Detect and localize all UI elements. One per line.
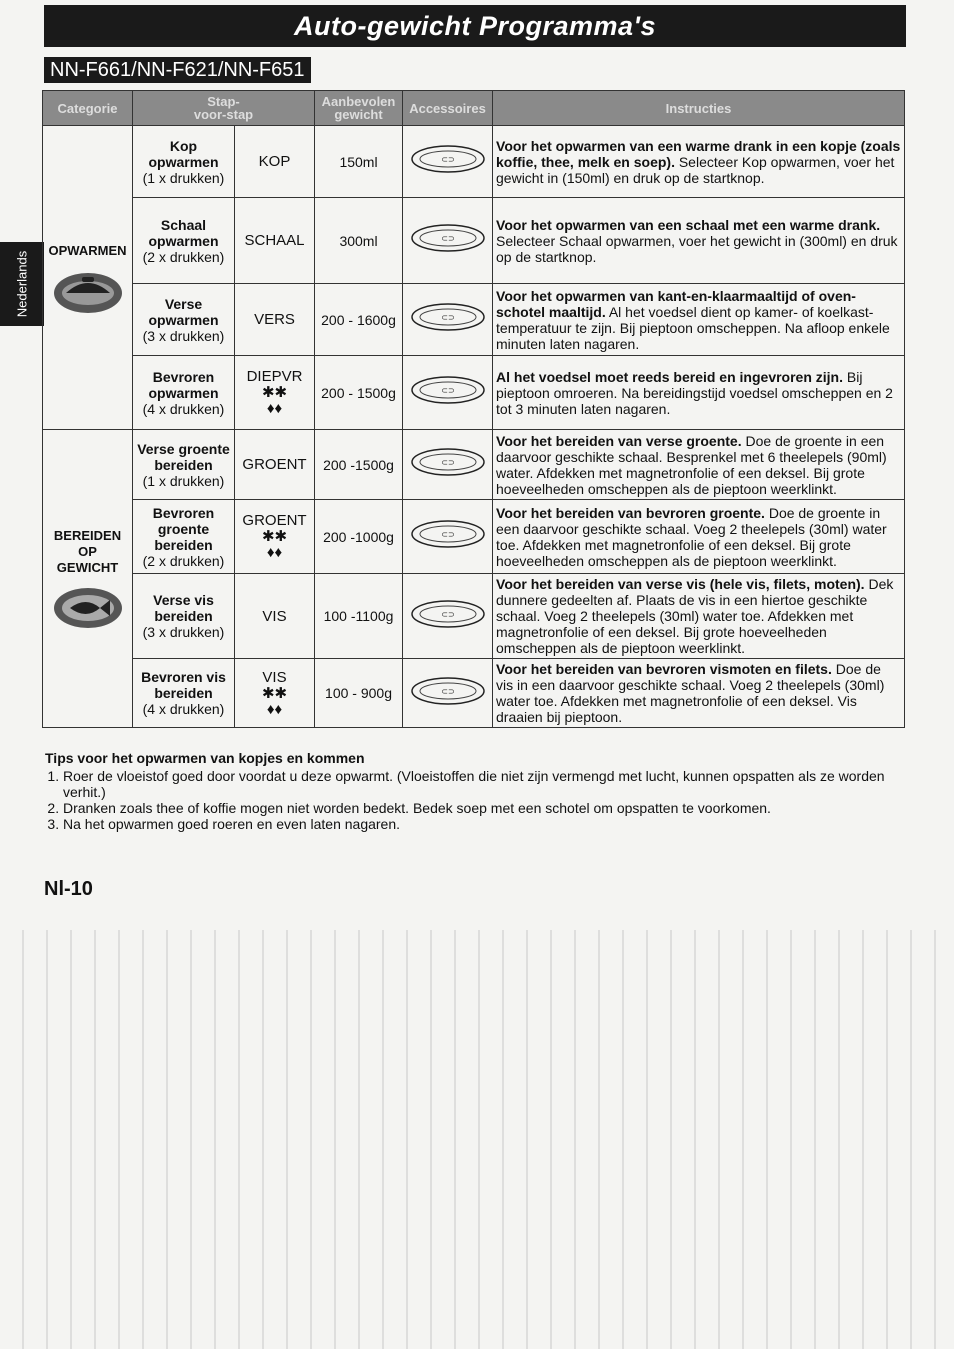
language-tab: Nederlands <box>0 242 44 326</box>
frozen-symbol-icon: ✱✱ ♦♦ <box>261 384 288 417</box>
step-cell <box>133 659 235 728</box>
step-press-count: (1 x drukken) <box>142 169 225 186</box>
table-row <box>43 198 905 284</box>
frozen-symbol-icon: ✱✱ ♦♦ <box>261 528 288 561</box>
turntable-plate-icon <box>410 530 486 553</box>
instruction-heading: Voor het bereiden van verse vis (hele vis, filets, moten). <box>496 576 865 592</box>
accessory-cell <box>403 430 493 500</box>
step-name: Kop opwarmen <box>148 137 219 170</box>
header-category: Categorie <box>43 91 133 126</box>
display-code-cell <box>235 198 315 284</box>
instruction-cell <box>493 356 905 430</box>
instruction-heading: Voor het bereiden van verse groente. <box>496 432 742 449</box>
instruction-text: Doe de vis in een daarvoor geschikte schaal. Voeg 2 theelepels (30ml) water toe. Afdekken met magnetronfolie of een deksel. Vis draaien bij pieptoon. <box>496 661 885 725</box>
instruction-cell <box>493 430 905 500</box>
step-name: Bevroren groente bereiden <box>152 504 215 553</box>
step-press-count: (3 x drukken) <box>142 327 225 344</box>
tips-title: Tips voor het opwarmen van kopjes en kommen <box>45 750 365 766</box>
accessory-cell <box>403 284 493 356</box>
step-name: Verse opwarmen <box>148 295 219 328</box>
step-cell <box>133 500 235 574</box>
turntable-plate-icon <box>410 686 486 710</box>
program-table <box>42 90 905 728</box>
display-code-cell <box>235 356 315 430</box>
header-weight: Aanbevolen gewicht <box>315 91 403 126</box>
step-cell <box>133 430 235 500</box>
step-press-count: (2 x drukken) <box>142 248 225 265</box>
page-number: Nl-10 <box>44 878 93 900</box>
weight-cell: 100 -1100g <box>315 574 403 659</box>
step-cell <box>133 356 235 430</box>
accessory-cell <box>403 126 493 198</box>
weight-cell: 300ml <box>315 198 403 284</box>
accessory-cell <box>403 574 493 659</box>
frozen-symbol-icon: ✱✱ ♦♦ <box>261 684 288 718</box>
turntable-plate-icon <box>410 386 486 409</box>
step-cell <box>133 574 235 659</box>
step-name: Bevroren vis bereiden <box>141 669 226 701</box>
display-code: GROENT <box>242 512 307 529</box>
instruction-cell <box>493 284 905 356</box>
table-row <box>43 284 905 356</box>
instruction-heading: Voor het opwarmen van een schaal met een warme drank. <box>496 216 881 233</box>
step-press-count: (4 x drukken) <box>142 400 225 417</box>
instruction-cell <box>493 126 905 198</box>
step-cell <box>133 198 235 284</box>
turntable-plate-icon <box>410 155 486 178</box>
tip-item: 3. Na het opwarmen goed roeren en even laten nagaren. <box>63 816 905 832</box>
display-code: SCHAAL <box>244 232 305 249</box>
instruction-text: Doe de groente in een daarvoor geschikte schaal. Besprenkel met 6 theelepels (90ml) water. Afdekken met magnetronfolie of een deksel. Bij grote hoeveelheden omscheppen als de pieptoon weerklinkt. <box>496 432 887 497</box>
instruction-text: Dek dunnere gedeelten af. Plaats de vis in een hiertoe geschikte schaal. Voeg 2 theelepels (30ml) water toe. Afdekken met magnetronfolie of een deksel. Bij grote hoeveelheden omscheppen als de pieptoon weerklinkt. <box>496 576 894 656</box>
instruction-text: Bij pieptoon omroeren. Na bereidingstijd voedsel omscheppen en 2 tot 3 minuten laten nagaren. <box>496 368 893 417</box>
display-code: VIS <box>262 607 287 625</box>
weight-cell: 100 - 900g <box>315 659 403 728</box>
table-header-row <box>43 91 905 126</box>
table-row <box>43 126 905 198</box>
svg-text:⊂⊃: ⊂⊃ <box>440 313 455 322</box>
turntable-plate-icon <box>410 609 486 633</box>
instruction-heading: Voor het opwarmen van kant-en-klaarmaaltijd of oven-schotel maaltijd. <box>496 287 856 320</box>
svg-text:⊂⊃: ⊂⊃ <box>440 386 455 395</box>
svg-text:⊂⊃: ⊂⊃ <box>440 530 455 539</box>
step-cell <box>133 126 235 198</box>
weight-cell: 200 -1000g <box>315 500 403 574</box>
step-name: Verse vis bereiden <box>153 592 214 624</box>
weight-cell: 200 - 1500g <box>315 356 403 430</box>
svg-text:⊂⊃: ⊂⊃ <box>440 686 455 696</box>
instruction-heading: Voor het opwarmen van een warme drank in een kopje (zoals koffie, thee, melk en soep). <box>496 137 901 170</box>
svg-text:⊂⊃: ⊂⊃ <box>440 155 455 164</box>
instruction-text: Al het voedsel dient op kamer- of koelkast-temperatuur te zijn. Bij pieptoon omscheppen. Na afloop enkele minuten laten nagaren. <box>496 303 890 352</box>
table-row <box>43 430 905 500</box>
tips-list <box>45 768 905 832</box>
weight-cell: 150ml <box>315 126 403 198</box>
step-press-count: (2 x drukken) <box>142 552 225 569</box>
instruction-text: Selecteer Schaal opwarmen, voer het gewicht in (300ml) en druk op de startknop. <box>496 232 898 265</box>
tip-item: 1. Roer de vloeistof goed door voordat u deze opwarmt. (Vloeistoffen die niet zijn vermengd met lucht, kunnen opspatten als ze worden verhit.) <box>63 768 905 800</box>
step-press-count: (3 x drukken) <box>142 624 225 640</box>
instruction-heading: Voor het bereiden van bevroren vismoten en filets. <box>496 661 832 677</box>
category-cell <box>43 430 133 728</box>
model-numbers: NN-F661/NN-F621/NN-F651 <box>44 57 311 83</box>
display-code-cell <box>235 659 315 728</box>
svg-text:⊂⊃: ⊂⊃ <box>440 458 455 467</box>
instruction-cell <box>493 574 905 659</box>
display-code: KOP <box>258 153 291 170</box>
instruction-heading: Al het voedsel moet reeds bereid en ingevroren zijn. <box>496 368 844 385</box>
display-code: GROENT <box>242 456 307 473</box>
covered-dish-icon <box>52 267 124 318</box>
accessory-cell <box>403 198 493 284</box>
display-code-cell <box>235 430 315 500</box>
display-code: VIS <box>262 668 287 686</box>
display-code-cell <box>235 574 315 659</box>
turntable-plate-icon <box>410 458 486 481</box>
tips-section <box>45 750 905 832</box>
instruction-cell <box>493 659 905 728</box>
accessory-cell <box>403 659 493 728</box>
display-code-cell <box>235 500 315 574</box>
category-label: OPWARMEN <box>48 242 127 258</box>
step-press-count: (4 x drukken) <box>142 701 225 717</box>
weight-cell: 200 -1500g <box>315 430 403 500</box>
step-cell <box>133 284 235 356</box>
scan-background <box>0 930 954 1349</box>
category-label: BEREIDEN OP GEWICHT <box>53 527 122 575</box>
tip-item: 2. Dranken zoals thee of koffie mogen niet worden bedekt. Bedek soep met een schotel om opspatten te voorkomen. <box>63 800 905 816</box>
instruction-text: Doe de groente in een daarvoor geschikte schaal. Voeg 2 theelepels (30ml) water toe. Afdekken met magnetronfolie of een deksel. Bij grote hoeveelheden omscheppen als de pieptoon weerklinkt. <box>496 504 887 569</box>
display-code-cell <box>235 126 315 198</box>
fish-dish-icon <box>52 584 124 635</box>
header-instructions: Instructies <box>493 91 905 126</box>
accessory-cell <box>403 356 493 430</box>
instruction-cell <box>493 500 905 574</box>
instruction-cell <box>493 198 905 284</box>
step-name: Verse groente bereiden <box>137 440 230 473</box>
accessory-cell <box>403 500 493 574</box>
weight-cell: 200 - 1600g <box>315 284 403 356</box>
table-row <box>43 356 905 430</box>
step-name: Schaal opwarmen <box>148 216 219 249</box>
instruction-heading: Voor het bereiden van bevroren groente. <box>496 504 765 521</box>
header-step: Stap- voor-stap <box>133 91 315 126</box>
display-code: VERS <box>254 311 295 328</box>
step-name: Bevroren opwarmen <box>148 368 219 401</box>
instruction-text: Selecteer Kop opwarmen, voer het gewicht in (150ml) en druk op de startknop. <box>496 153 895 186</box>
svg-text:⊂⊃: ⊂⊃ <box>440 609 455 619</box>
table-row <box>43 659 905 728</box>
svg-text:⊂⊃: ⊂⊃ <box>440 234 455 243</box>
step-press-count: (1 x drukken) <box>142 472 225 489</box>
turntable-plate-icon <box>410 234 486 257</box>
header-accessory: Accessoires <box>403 91 493 126</box>
display-code-cell <box>235 284 315 356</box>
turntable-plate-icon <box>410 313 486 336</box>
display-code: DIEPVR <box>246 368 303 385</box>
page-title: Auto-gewicht Programma's <box>44 5 906 47</box>
category-cell <box>43 126 133 430</box>
table-row <box>43 574 905 659</box>
table-row <box>43 500 905 574</box>
